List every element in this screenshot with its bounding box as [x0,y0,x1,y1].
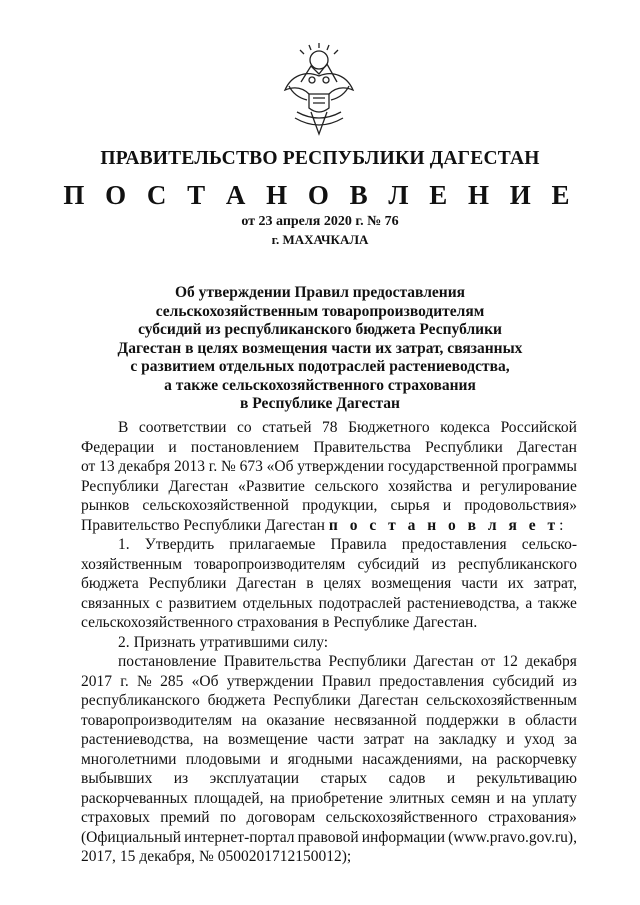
word: Признать [133,633,196,651]
word: утверждении [297,458,385,475]
word: 0500201712150012); [217,848,352,865]
word: за [563,731,577,748]
word: № [198,848,214,865]
word: из [431,555,446,573]
word: сельскохозяйственного [81,614,234,631]
word: республиканского [458,555,577,573]
word: рынков [81,497,130,514]
word: 12 [502,653,518,670]
word: и [270,750,279,768]
word: и [442,497,452,514]
word: № [221,458,236,475]
word: связанных [81,594,150,612]
word: сельского [314,477,379,495]
word: насаждениями, [362,750,463,768]
word: выбывших [81,770,153,787]
word: Российской [500,419,577,436]
word: (www.pravo.gov.ru), [448,828,577,846]
word: Республики [273,692,351,709]
word: Бюджетного [348,419,430,436]
word: «Развитие [238,477,305,495]
word: предоставления [379,672,485,690]
word: на [471,750,488,768]
word: Дагестан. [413,614,478,631]
word: декабря [525,653,577,670]
body-line [81,633,577,653]
word: старых [320,770,368,787]
resolves-word: п о с т а н о в л я е т [328,516,560,534]
word: целях [323,575,362,592]
word: продовольствия» [464,497,577,514]
word: 13 [99,458,115,475]
word: части [317,731,355,748]
word: Правительства [223,653,322,670]
word: «Об [191,672,219,690]
word: из [562,672,577,690]
word: на [269,789,285,807]
word: (Официальный [81,828,182,846]
word: государственной [387,458,499,475]
word: раскорчеванных [81,789,188,807]
word: В [118,419,129,436]
title-line: в Республике Дагестан [240,395,400,412]
body-line [81,730,577,750]
word: страхования» [488,809,577,826]
word: 2017 [81,672,112,690]
word: части [461,575,498,592]
word: Федерации [81,438,155,456]
title-line: а также сельскохозяйственного страхования [164,376,476,394]
word: ягодными [287,750,353,768]
word: субсидий [492,672,555,690]
word: Правил [321,672,371,690]
word: 285 [160,672,184,690]
body-line [81,574,577,594]
word: из [173,770,189,787]
word: бюджета [207,692,266,709]
word: на [241,711,257,729]
word: товаропроизводителям [194,555,346,573]
word: Правила [330,536,387,553]
body-line [81,672,577,692]
word: 2013 [173,458,205,475]
word: со [237,419,252,436]
word: возмещения [371,575,452,592]
word: а [525,594,533,612]
word: Республики [81,477,159,495]
word: декабря [118,458,171,475]
title-line: Об утверждении Правил предоставления [174,284,466,301]
word: поддержки [426,711,499,729]
word: «Об [266,458,294,475]
body-line [81,477,577,497]
word: регулирование [479,477,577,495]
word: и [168,438,177,456]
word: уплату [532,789,577,807]
document-date-number: от 23 апреля 2020 г. № 76 [241,214,399,229]
title-line: с развитием отдельных подотраслей растениеводства, [130,358,510,375]
word: области [525,711,577,729]
word: премий [160,809,210,826]
word: Дагестан [236,575,297,592]
word: кодекса [440,419,491,436]
word: от [480,653,496,670]
body-line [81,828,577,848]
word: в [322,614,330,631]
word: отдельных [242,594,313,612]
word: Дагестан [168,477,229,495]
word: г. [120,672,129,690]
word: эксплуатации [209,770,300,787]
word: продукции, [302,497,378,514]
title-line: Дагестан в целях возмещения части их затрат, связанных [117,339,523,357]
word: в [508,711,516,729]
word: сырья [390,497,430,514]
word: возмещение [227,731,308,748]
word: утверждении [226,672,314,690]
body-line [81,555,577,575]
word: силу: [293,633,329,651]
word: рекультивацию [476,770,577,787]
word: хозяйственным [81,555,183,573]
body-line [81,496,577,516]
word: растениеводства, [406,594,520,612]
word: раскорчевку [496,750,577,768]
body-line [81,808,577,828]
word: растениеводства, [81,731,194,748]
word: Республике [333,614,410,631]
word: от [81,458,96,475]
word: № [137,672,152,690]
word: приобретение [291,789,383,807]
word: статьей [262,419,312,436]
body-line [81,847,577,867]
government-name: ПРАВИТЕЛЬСТВО РЕСПУБЛИКИ ДАГЕСТАН [100,148,540,169]
word: Республики [425,438,503,456]
word: уход [524,731,555,748]
body-line [81,652,577,672]
body-line [81,457,577,477]
word: 673 [239,458,263,475]
title-line: сельскохозяйственным товаропроизводителям [155,302,485,320]
word: оказание [266,711,325,729]
word: садов [388,770,426,787]
word: по [220,809,237,826]
word: 78 [322,419,338,436]
word: субсидий [357,555,420,573]
word: их [507,575,524,592]
word: и [506,731,515,748]
word: Республики [328,653,407,670]
word: информации [361,828,446,846]
document-city: г. МАХАЧКАЛА [271,232,369,247]
body-line [81,594,577,614]
word: и [446,770,456,787]
word: сельско- [521,536,577,553]
body-line [81,750,577,770]
body-line [81,789,577,809]
resolves-colon: : [559,516,564,534]
word: предоставления [401,536,507,553]
word: программы [502,458,577,475]
word: плодовыми [185,750,261,768]
word: соответствии [138,419,227,436]
word: г. [208,458,218,475]
body-line [81,438,577,458]
word: сельскохозяйственным [426,692,577,709]
word: бюджета [81,575,139,592]
body-line [81,418,577,438]
word: многолетними [81,750,177,768]
word: интернет-портал [184,828,295,846]
word: Утвердить [144,536,215,553]
word: подотраслей [318,594,402,612]
resolves-subject: Правительство Республики Дагестан [81,516,325,534]
word: несвязанной [334,711,417,729]
word: и [496,789,505,807]
word: Дагестан [413,653,474,670]
word: семян [450,789,491,807]
word: площадей, [194,789,264,807]
word: товаропроизводителям [81,711,233,729]
word: прилагаемые [229,536,316,553]
word: договорам [246,809,316,826]
word: 15 [119,848,136,865]
word: на [203,731,219,748]
word: страхования [237,614,319,631]
word: в [306,575,314,592]
word: Дагестан [517,438,577,456]
body-line [81,516,577,536]
body-line [81,769,577,789]
word: 2017, [81,848,116,865]
body-line [81,535,577,555]
word: Дагестан [358,692,419,709]
word: затрат, [533,575,577,592]
word: закладку [438,731,497,748]
word: 2. [118,633,130,651]
body-line [81,691,577,711]
coat-of-arms-emblem [275,42,363,138]
word: постановлением [190,438,300,456]
word: на [413,731,430,748]
word: Правительства [313,438,411,456]
word: развитием [168,594,237,612]
word: декабря, [139,848,195,865]
word: затрат [363,731,405,748]
title-line: субсидий из республиканского бюджета Республики [138,321,502,338]
word: 1. [118,536,130,553]
word: Республики [148,575,227,592]
word: республиканского [81,692,200,709]
word: элитных [389,789,445,807]
word: также [538,594,577,612]
word: хозяйства [388,477,453,495]
word: постановление [118,653,217,670]
word: сельскохозяйственной [142,497,289,514]
body-line [81,711,577,731]
document-body [81,418,577,867]
word: страховых [81,809,150,826]
document-type: П О С Т А Н О В Л Е Н И Е [63,180,577,210]
body-line [81,613,577,633]
word: и [461,477,471,495]
word: сельскохозяйственного [325,809,478,826]
word: правовой [297,828,359,846]
word: на [510,789,527,807]
word: с [155,594,163,612]
document-title [100,284,540,414]
word: утратившими [199,633,290,651]
